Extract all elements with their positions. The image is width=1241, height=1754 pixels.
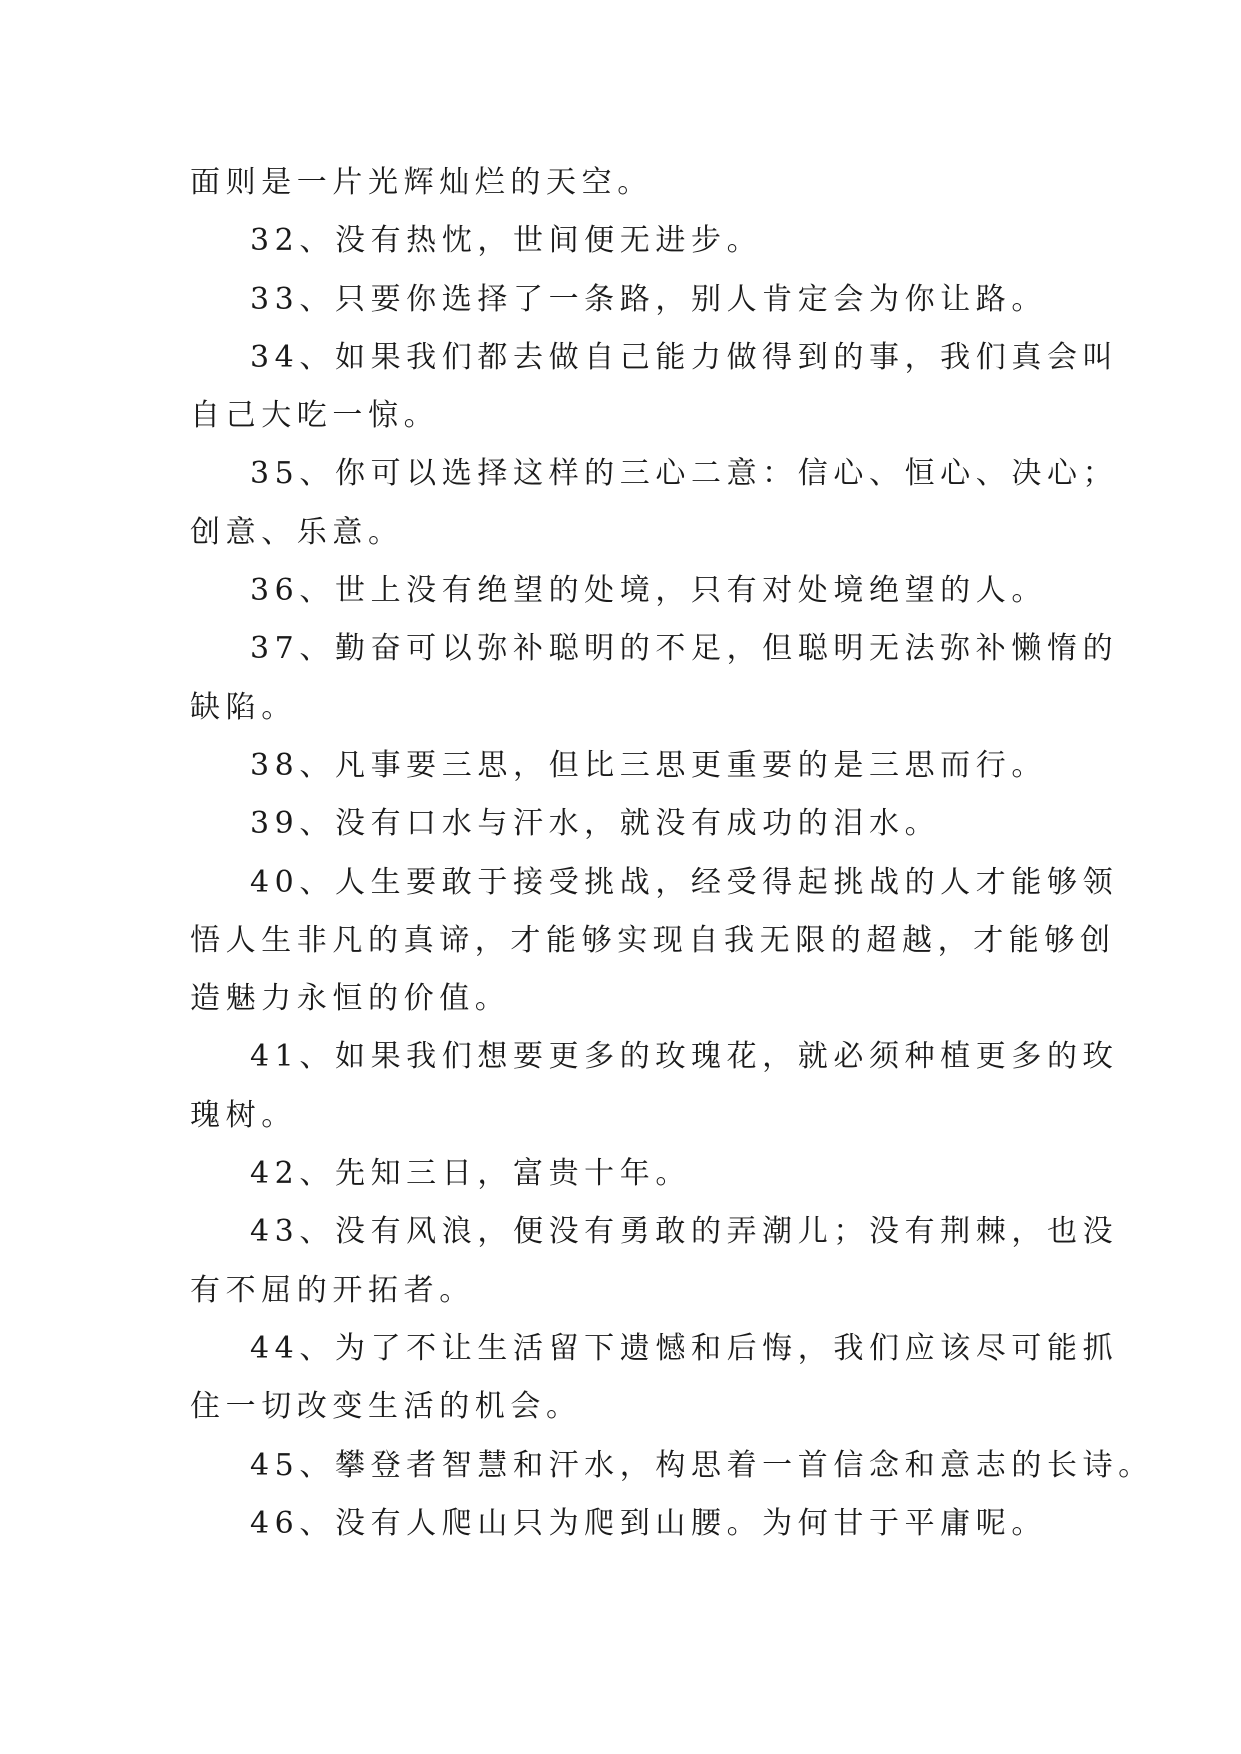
text-line: 42、先知三日，富贵十年。 <box>250 1156 691 1192</box>
text-line: 44、为了不让生活留下遗憾和后悔，我们应该尽可能抓 <box>250 1330 1119 1366</box>
text-line: 43、没有风浪，便没有勇敢的弄潮儿；没有荆棘，也没 <box>250 1214 1119 1250</box>
text-line: 有不屈的开拓者。 <box>190 1272 475 1308</box>
text-line: 自己大吃一惊。 <box>190 398 440 434</box>
text-line: 35、你可以选择这样的三心二意：信心、恒心、决心； <box>250 456 1119 492</box>
text-line: 40、人生要敢于接受挑战，经受得起挑战的人才能够领 <box>250 864 1119 900</box>
text-line: 39、没有口水与汗水，就没有成功的泪水。 <box>250 806 941 842</box>
text-line: 46、没有人爬山只为爬到山腰。为何甘于平庸呢。 <box>250 1505 1047 1541</box>
text-line: 33、只要你选择了一条路，别人肯定会为你让路。 <box>250 281 1047 317</box>
text-line: 36、世上没有绝望的处境，只有对处境绝望的人。 <box>250 573 1047 609</box>
text-line: 住一切改变生活的机会。 <box>190 1389 582 1425</box>
text-line: 面则是一片光辉灿烂的天空。 <box>190 165 653 200</box>
text-line: 41、如果我们想要更多的玫瑰花，就必须种植更多的玫 <box>250 1039 1119 1075</box>
text-line: 瑰树。 <box>190 1097 297 1133</box>
text-line: 38、凡事要三思，但比三思更重要的是三思而行。 <box>250 747 1047 783</box>
text-line: 缺陷。 <box>190 689 297 725</box>
text-line: 32、没有热忱，世间便无进步。 <box>250 223 763 259</box>
text-line: 造魅力永恒的价值。 <box>190 981 511 1017</box>
text-line: 34、如果我们都去做自己能力做得到的事，我们真会叫 <box>250 339 1119 375</box>
text-line: 37、勤奋可以弥补聪明的不足，但聪明无法弥补懒惰的 <box>250 631 1119 667</box>
text-line: 创意、乐意。 <box>190 514 404 550</box>
text-line: 悟人生非凡的真谛，才能够实现自我无限的超越，才能够创 <box>190 922 1116 958</box>
document-body <box>190 154 1154 1553</box>
text-line: 45、攀登者智慧和汗水，构思着一首信念和意志的长诗。 <box>250 1447 1154 1483</box>
